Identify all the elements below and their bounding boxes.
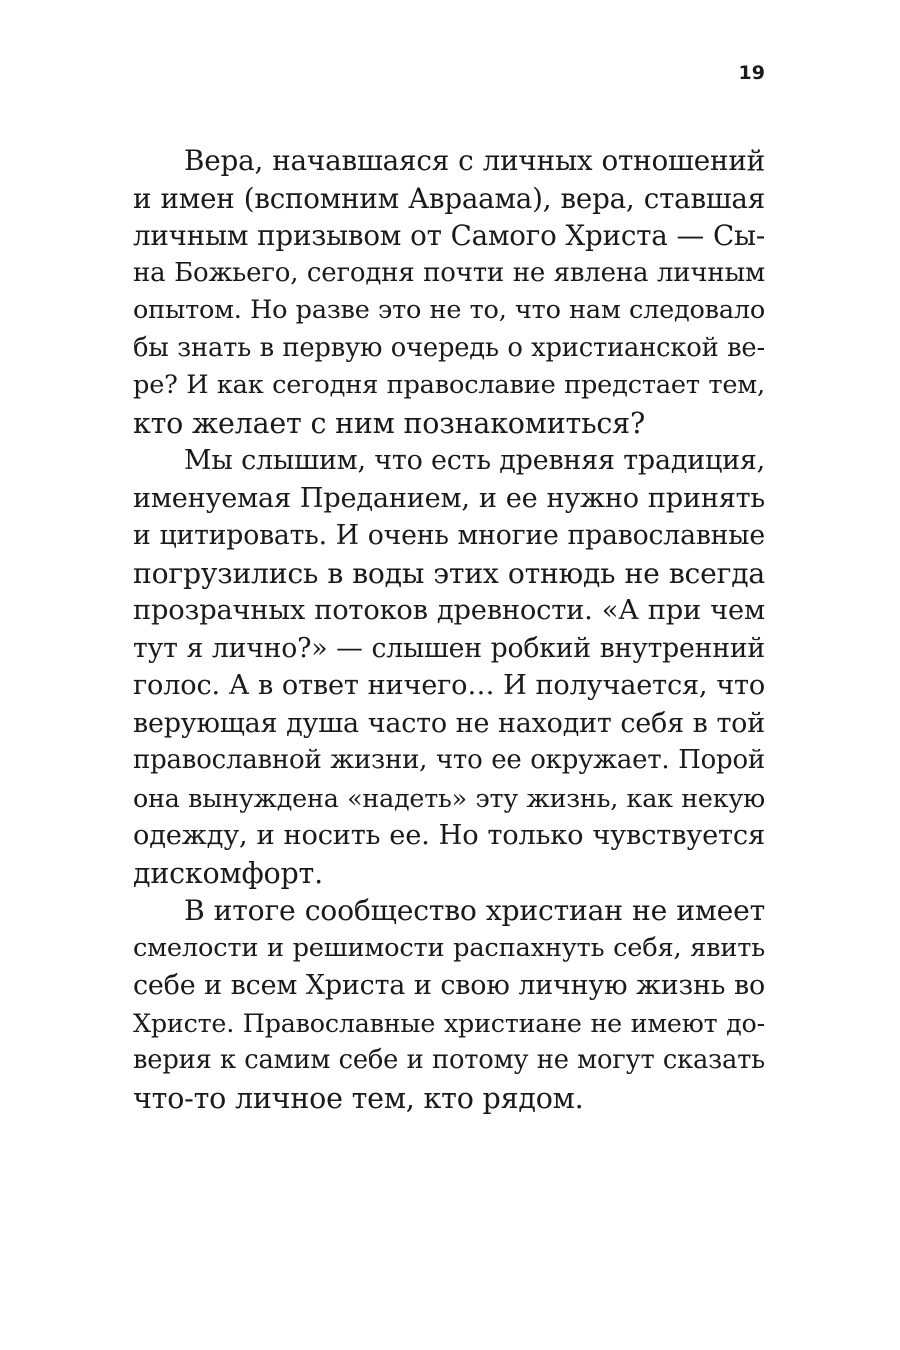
text-line: и имен (вспомним Авраама), вера, ставшая — [133, 181, 765, 215]
text-line: и цитировать. И очень многие православные — [133, 520, 765, 551]
text-line: что-то личное тем, кто рядом. — [133, 1081, 584, 1115]
body-text — [133, 142, 765, 1117]
text-line: тут я лично?» — слышен робкий внутренний — [133, 632, 765, 664]
text-line: верующая душа часто не находит себя в той — [133, 707, 765, 739]
text-line: именуемая Преданием, и ее нужно принять — [133, 482, 765, 514]
text-line: дискомфорт. — [133, 856, 323, 890]
page-number: 19 — [738, 62, 765, 84]
paragraph-1 — [133, 142, 765, 442]
text-line: смелости и решимости распахнуть себя, явить — [133, 932, 765, 963]
text-line: личным призывом от Самого Христа — Сы- — [133, 219, 765, 252]
text-line: голос. А в ответ ничего… И получается, что — [133, 670, 765, 701]
text-line: на Божьего, сегодня почти не явлена личным — [133, 257, 765, 288]
paragraph-3 — [133, 892, 765, 1117]
text-line: она вынуждена «надеть» эту жизнь, как некую — [133, 782, 765, 813]
text-line: погрузились в воды этих отнюдь не всегда — [133, 556, 765, 590]
text-line: Христе. Православные христиане не имеют до- — [133, 1007, 765, 1038]
text-line: себе и всем Христа и свою личную жизнь во — [133, 970, 765, 1001]
text-line: опытом. Но разве это не то, что нам следовало — [133, 295, 765, 325]
text-line: одежду, и носить ее. Но только чувствуется — [133, 820, 765, 851]
text-line: прозрачных потоков древности. «А при чем — [133, 595, 765, 626]
text-line: Мы слышим, что есть древняя традиция, — [184, 445, 765, 476]
text-line: бы знать в первую очередь о христианской ве- — [133, 332, 765, 363]
text-line: кто желает с ним познакомиться? — [133, 406, 646, 440]
text-line: верия к самим себе и потому не могут сказать — [133, 1045, 765, 1075]
text-line: православной жизни, что ее окружает. Порой — [133, 745, 765, 775]
text-line: ре? И как сегодня православие предстает тем, — [133, 370, 765, 400]
paragraph-2 — [133, 442, 765, 892]
text-line: Вера, начавшаяся с личных отношений — [184, 144, 765, 177]
text-line: В итоге сообщество христиан не имеет — [184, 894, 765, 927]
